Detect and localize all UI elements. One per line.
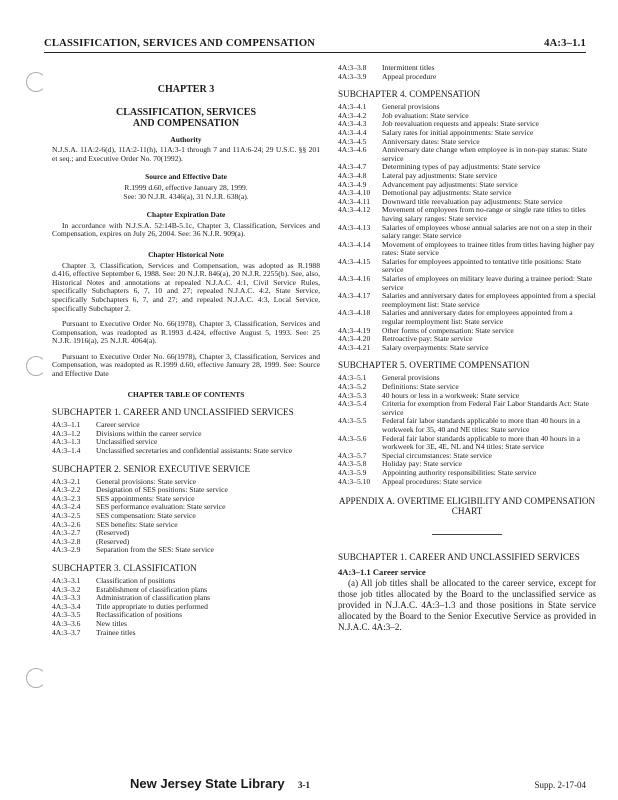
toc-entry-title: (Reserved) (96, 536, 130, 546)
toc-entry (52, 521, 320, 530)
toc-entry-number: 4A:3–2.5 (52, 511, 81, 520)
toc-entry-title: Salaries of employees on military leave during a trainee period: State service (382, 274, 593, 292)
section-heading: 4A:3–1.1 Career service (338, 566, 426, 577)
subchapter-5-list (338, 374, 596, 486)
toc-entry-number: 4A:3–4.1 (338, 102, 367, 112)
toc-entry (52, 546, 320, 555)
toc-entry-number: 4A:3–3.4 (52, 601, 81, 611)
toc-entry-title: Retroactive pay: State service (382, 334, 473, 344)
toc-entry (338, 146, 596, 163)
toc-entry-title: Career service (96, 420, 140, 430)
toc-entry-title: Criteria for exemption from Federal Fair Labor Standards Act: State service (382, 399, 589, 417)
toc-entry-title: Reclassification of positions (96, 610, 183, 620)
toc-entry-title: Designation of SES positions: State service (96, 485, 228, 495)
toc-entry (52, 529, 320, 538)
toc-entry-title: Demotional pay adjustments: State service (382, 188, 512, 198)
library-watermark: New Jersey State Library (130, 776, 285, 791)
toc-entry-number: 4A:3–5.5 (338, 416, 367, 426)
toc-entry (338, 435, 596, 452)
header-section: 4A:3–1.1 (544, 38, 586, 49)
toc-entry-title: Salaries and anniversary dates for employees appointed from a special reemployment list: State service (382, 291, 596, 309)
toc-entry-number: 4A:3–4.4 (338, 127, 367, 137)
toc-entry-title: Salary rates for initial appointments: State service (382, 127, 534, 137)
toc-entry-title: Movement of employees to trainee titles from titles having higher pay rates: State service (382, 239, 595, 258)
toc-entry-number: 4A:3–5.8 (338, 459, 367, 469)
toc-entry-title: Administration of classification plans (96, 593, 211, 603)
toc-entry (338, 241, 596, 258)
toc-entry-number: 4A:3–3.2 (52, 584, 81, 594)
toc-entry (338, 400, 596, 417)
toc-entry (52, 620, 320, 629)
toc-entry-number: 4A:3–3.1 (52, 575, 81, 585)
toc-entry-number: 4A:3–4.2 (338, 110, 367, 120)
toc-entry-title: Salary overpayments: State service (382, 342, 489, 352)
toc-entry-number: 4A:3–3.8 (338, 63, 367, 72)
toc-entry (338, 374, 596, 383)
toc-entry (338, 478, 596, 487)
toc-entry-number: 4A:3–2.4 (52, 502, 81, 512)
toc-entry-title: SES benefits: State service (96, 519, 178, 529)
toc-entry-title: General provisions (382, 102, 440, 112)
toc-entry-title: Unclassified service (96, 437, 158, 447)
section-divider (432, 534, 502, 535)
toc-entry-number: 4A:3–3.5 (52, 610, 81, 620)
toc-entry-title: General provisions: State service (96, 476, 197, 486)
toc-entry (338, 73, 596, 82)
toc-entry-number: 4A:3–1.1 (52, 420, 81, 430)
toc-entry-number: 4A:3–5.4 (338, 399, 367, 409)
toc-heading: CHAPTER TABLE OF CONTENTS (127, 389, 245, 399)
toc-entry-number: 4A:3–4.3 (338, 119, 367, 129)
toc-entry-title: Anniversary date change when employee is in non-pay status: State service (382, 145, 588, 163)
appendix-heading: APPENDIX A. OVERTIME ELIGIBILITY AND COMPENSATION CHART (338, 496, 596, 517)
toc-entry-title: Establishment of classification plans (96, 584, 208, 594)
toc-entry-title: Job reevaluation requests and appeals: State service (382, 119, 539, 129)
section-body: (a) All job titles shall be allocated to the career service, except for those job titles allocated by the Board to the unclassified service as provided in N.J.A.C. 4A:3–1.3 and those positions in State service allocated by the Board to the Senior Executive Service as provided in N.J.A.C. 4A:3–2. (338, 578, 596, 633)
toc-entry-number: 4A:3–4.7 (338, 162, 367, 172)
toc-entry-title: General provisions (382, 373, 440, 383)
toc-entry-title: Salaries for employees appointed to tentative title positions: State service (382, 256, 582, 275)
toc-entry-number: 4A:3–5.2 (338, 382, 367, 391)
toc-entry-number: 4A:3–4.8 (338, 170, 367, 180)
toc-entry-number: 4A:3–5.1 (338, 373, 367, 383)
toc-entry-number: 4A:3–4.20 (338, 334, 371, 344)
expiration-text: In accordance with N.J.S.A. 52:14B-5.1c, Chapter 3, Classification, Services and Compensation, expires on July 26, 2004. See: 36 N.J.R. 909(a). (52, 220, 320, 239)
toc-entry-title: (Reserved) (96, 528, 130, 538)
toc-entry (338, 309, 596, 326)
subchapter-2-heading: SUBCHAPTER 2. SENIOR EXECUTIVE SERVICE (52, 463, 251, 474)
subchapter-5-heading: SUBCHAPTER 5. OVERTIME COMPENSATION (338, 360, 530, 371)
toc-entry-number: 4A:3–4.9 (338, 179, 367, 189)
punch-hole-middle (26, 356, 46, 376)
toc-entry (52, 447, 320, 456)
toc-entry-number: 4A:3–4.21 (338, 342, 371, 352)
toc-entry-title: Trainee titles (96, 627, 136, 637)
toc-entry-title: Salaries and anniversary dates for employees appointed from a regular reemployment list: State service (382, 308, 573, 327)
toc-entry-title: Movement of employees from no-range or single rate titles to titles having salary ranges: State service (382, 205, 586, 223)
toc-entry (52, 512, 320, 521)
history-text-3: Pursuant to Executive Order No. 66(1978), Chapter 3, Classification, Services and Compensation, was readopted as R.1999 d.60, effective January 28, 1999. See: Source and Effective Date (52, 351, 320, 379)
toc-entry-number: 4A:3–4.18 (338, 308, 371, 318)
toc-entry-title: Appeal procedure (382, 71, 437, 81)
toc-entry (52, 629, 320, 638)
source-line1: R.1999 d.60, effective January 28, 1999. (124, 182, 248, 192)
source-heading: Source and Effective Date (145, 172, 227, 182)
expiration-heading: Chapter Expiration Date (146, 210, 226, 220)
toc-entry-number: 4A:3–5.6 (338, 433, 367, 443)
subchapter-1-list (52, 421, 320, 455)
toc-entry-title: Holiday pay: State service (382, 459, 462, 469)
toc-entry-number: 4A:3–3.9 (338, 71, 367, 81)
toc-entry-number: 4A:3–4.19 (338, 325, 371, 335)
toc-entry-title: Definitions: State service (382, 382, 459, 391)
toc-entry-number: 4A:3–5.7 (338, 450, 367, 460)
toc-entry-number: 4A:3–2.7 (52, 528, 81, 538)
toc-entry-title: Federal fair labor standards applicable to more than 40 hours in a workweek for 3E, 4E, NL and N4 titles: State service (382, 433, 581, 452)
toc-entry-title: Divisions within the career service (96, 428, 202, 438)
toc-entry (338, 206, 596, 223)
toc-entry-number: 4A:3–4.6 (338, 145, 367, 155)
toc-entry-number: 4A:3–1.4 (52, 446, 81, 456)
source-line2: See: 30 N.J.R. 4346(a), 31 N.J.R. 638(a). (123, 191, 249, 201)
toc-entry-number: 4A:3–5.3 (338, 390, 367, 400)
toc-entry-title: Title appropriate to duties performed (96, 601, 208, 611)
toc-entry-title: Downward title reevaluation pay adjustments: State service (382, 196, 563, 206)
toc-entry-title: Federal fair labor standards applicable to more than 40 hours in a workweek for 35, 40 and NE titles: State service (382, 416, 581, 434)
toc-entry-title: Separation from the SES: State service (96, 545, 214, 555)
toc-entry-number: 4A:3–5.10 (338, 476, 371, 486)
toc-entry-number: 4A:3–2.6 (52, 519, 81, 529)
toc-entry-title: Unclassified secretaries and confidential assistants: State service (96, 446, 293, 456)
toc-entry-title: Classification of positions (96, 575, 176, 585)
toc-entry-number: 4A:3–4.11 (338, 196, 370, 206)
chapter-title-line2: AND COMPENSATION (132, 117, 240, 129)
supplement-date: Supp. 2-17-04 (534, 780, 586, 790)
toc-entry-number: 4A:3–1.3 (52, 437, 81, 447)
toc-entry-title: New titles (96, 618, 128, 628)
subchapter-1-heading: SUBCHAPTER 1. CAREER AND UNCLASSIFIED SERVICES (52, 407, 294, 418)
toc-entry (338, 224, 596, 241)
toc-entry-title: Salaries of employees whose annual salaries are not on a step in their salary range: State service (382, 222, 593, 241)
subchapter-1-title: SUBCHAPTER 1. CAREER AND UNCLASSIFIED SERVICES (338, 552, 580, 563)
page-number: 3-1 (298, 780, 310, 790)
toc-entry (338, 452, 596, 461)
toc-entry-number: 4A:3–3.3 (52, 593, 81, 603)
toc-entry-number: 4A:3–2.8 (52, 536, 81, 546)
right-column (338, 64, 596, 633)
toc-entry (338, 417, 596, 434)
subchapter-4-list (338, 103, 596, 352)
toc-entry-title: Appeal procedures: State service (382, 476, 482, 486)
toc-entry-number: 4A:3–2.1 (52, 476, 81, 486)
subchapter-2-list (52, 478, 320, 555)
toc-entry-number: 4A:3–2.3 (52, 493, 81, 503)
toc-entry-number: 4A:3–4.12 (338, 205, 371, 215)
toc-entry-number: 4A:3–4.17 (338, 291, 371, 301)
toc-entry (338, 275, 596, 292)
authority-text: N.J.S.A. 11A:2-6(d), 11A:2-11(h), 11A:3-1 through 7 and 11A:6-24; 29 U.S.C. §§ 201 et seq.; and Executive Order No. 70(1992). (52, 145, 320, 163)
authority-heading: Authority (170, 134, 202, 144)
toc-entry-title: Determining types of pay adjustments: State service (382, 162, 541, 172)
toc-entry-number: 4A:3–1.2 (52, 428, 81, 438)
toc-entry-title: Appointing authority responsibilities: State service (382, 467, 537, 477)
toc-entry-title: Anniversary dates: State service (382, 136, 480, 146)
toc-entry-number: 4A:3–4.5 (338, 136, 367, 146)
toc-entry-number: 4A:3–5.9 (338, 467, 367, 477)
history-text-2: Pursuant to Executive Order No. 66(1978), Chapter 3, Classification, Services and Compensation, was readopted as R.1993 d.424, effective August 5, 1993. See: 25 N.J.R. 1916(a), 25 N.J.R. 4064(a). (52, 319, 320, 346)
toc-entry-title: Special circumstances: State service (382, 450, 492, 460)
punch-hole-top (26, 72, 46, 92)
toc-entry-title: SES compensation: State service (96, 511, 196, 520)
history-text-1: Chapter 3, Classification, Services and Compensation, was adopted as R.1988 d.416, effective September 6, 1988. See: 20 N.J.R. 846(a), 20 N.J.R. 2255(b). See, also, Historical Notes and annotations at repealed N.J.A.C. 4:1, Civil Service Rules, specifically Subchapters 6, 7, 10 and 27; repealed N.J.A.C. 4:2, State Service, specifically Subchapters 6, 7, and 27; and repealed N.J.A.C. 4:3, Local Service, specifically Subchapter 2. (52, 260, 320, 313)
toc-entry-title: Intermittent titles (382, 63, 435, 72)
toc-entry (52, 430, 320, 439)
history-heading: Chapter Historical Note (148, 249, 224, 259)
subchapter-3-heading: SUBCHAPTER 3. CLASSIFICATION (52, 562, 197, 573)
toc-entry-number: 4A:3–3.7 (52, 627, 81, 637)
toc-entry-title: SES appointments: State service (96, 493, 195, 503)
toc-entry (338, 64, 596, 73)
toc-entry (52, 603, 320, 612)
subchapter-4-heading: SUBCHAPTER 4. COMPENSATION (338, 89, 481, 100)
toc-entry-title: SES performance evaluation: State service (96, 502, 226, 512)
toc-entry-number: 4A:3–2.2 (52, 485, 81, 495)
toc-entry-title: Job evaluation: State service (382, 110, 469, 120)
toc-entry (338, 292, 596, 309)
toc-entry-title: Advancement pay adjustments: State service (382, 179, 518, 189)
toc-entry-number: 4A:3–4.14 (338, 239, 371, 249)
toc-entry-number: 4A:3–4.13 (338, 222, 371, 232)
punch-hole-bottom (26, 668, 46, 688)
toc-entry-number: 4A:3–4.16 (338, 274, 371, 284)
chapter-number: CHAPTER 3 (157, 84, 215, 95)
toc-entry-number: 4A:3–4.15 (338, 256, 371, 266)
header-title: CLASSIFICATION, SERVICES AND COMPENSATION (44, 38, 316, 49)
left-column (52, 64, 320, 637)
toc-entry (338, 344, 596, 353)
subchapter-3-continued-list (338, 64, 596, 81)
toc-entry-title: Other forms of compensation: State service (382, 325, 514, 335)
toc-entry (52, 611, 320, 620)
running-header (44, 38, 586, 53)
toc-entry-number: 4A:3–3.6 (52, 618, 81, 628)
toc-entry-title: 40 hours or less in a workweek: State service (382, 390, 520, 400)
chapter-title (52, 107, 320, 129)
chapter-title-line1: CLASSIFICATION, SERVICES (115, 106, 257, 118)
toc-entry-number: 4A:3–2.9 (52, 545, 81, 555)
toc-entry (338, 258, 596, 275)
toc-entry-title: Lateral pay adjustments: State service (382, 170, 498, 180)
subchapter-3-list (52, 577, 320, 637)
toc-entry-number: 4A:3–4.10 (338, 188, 371, 198)
